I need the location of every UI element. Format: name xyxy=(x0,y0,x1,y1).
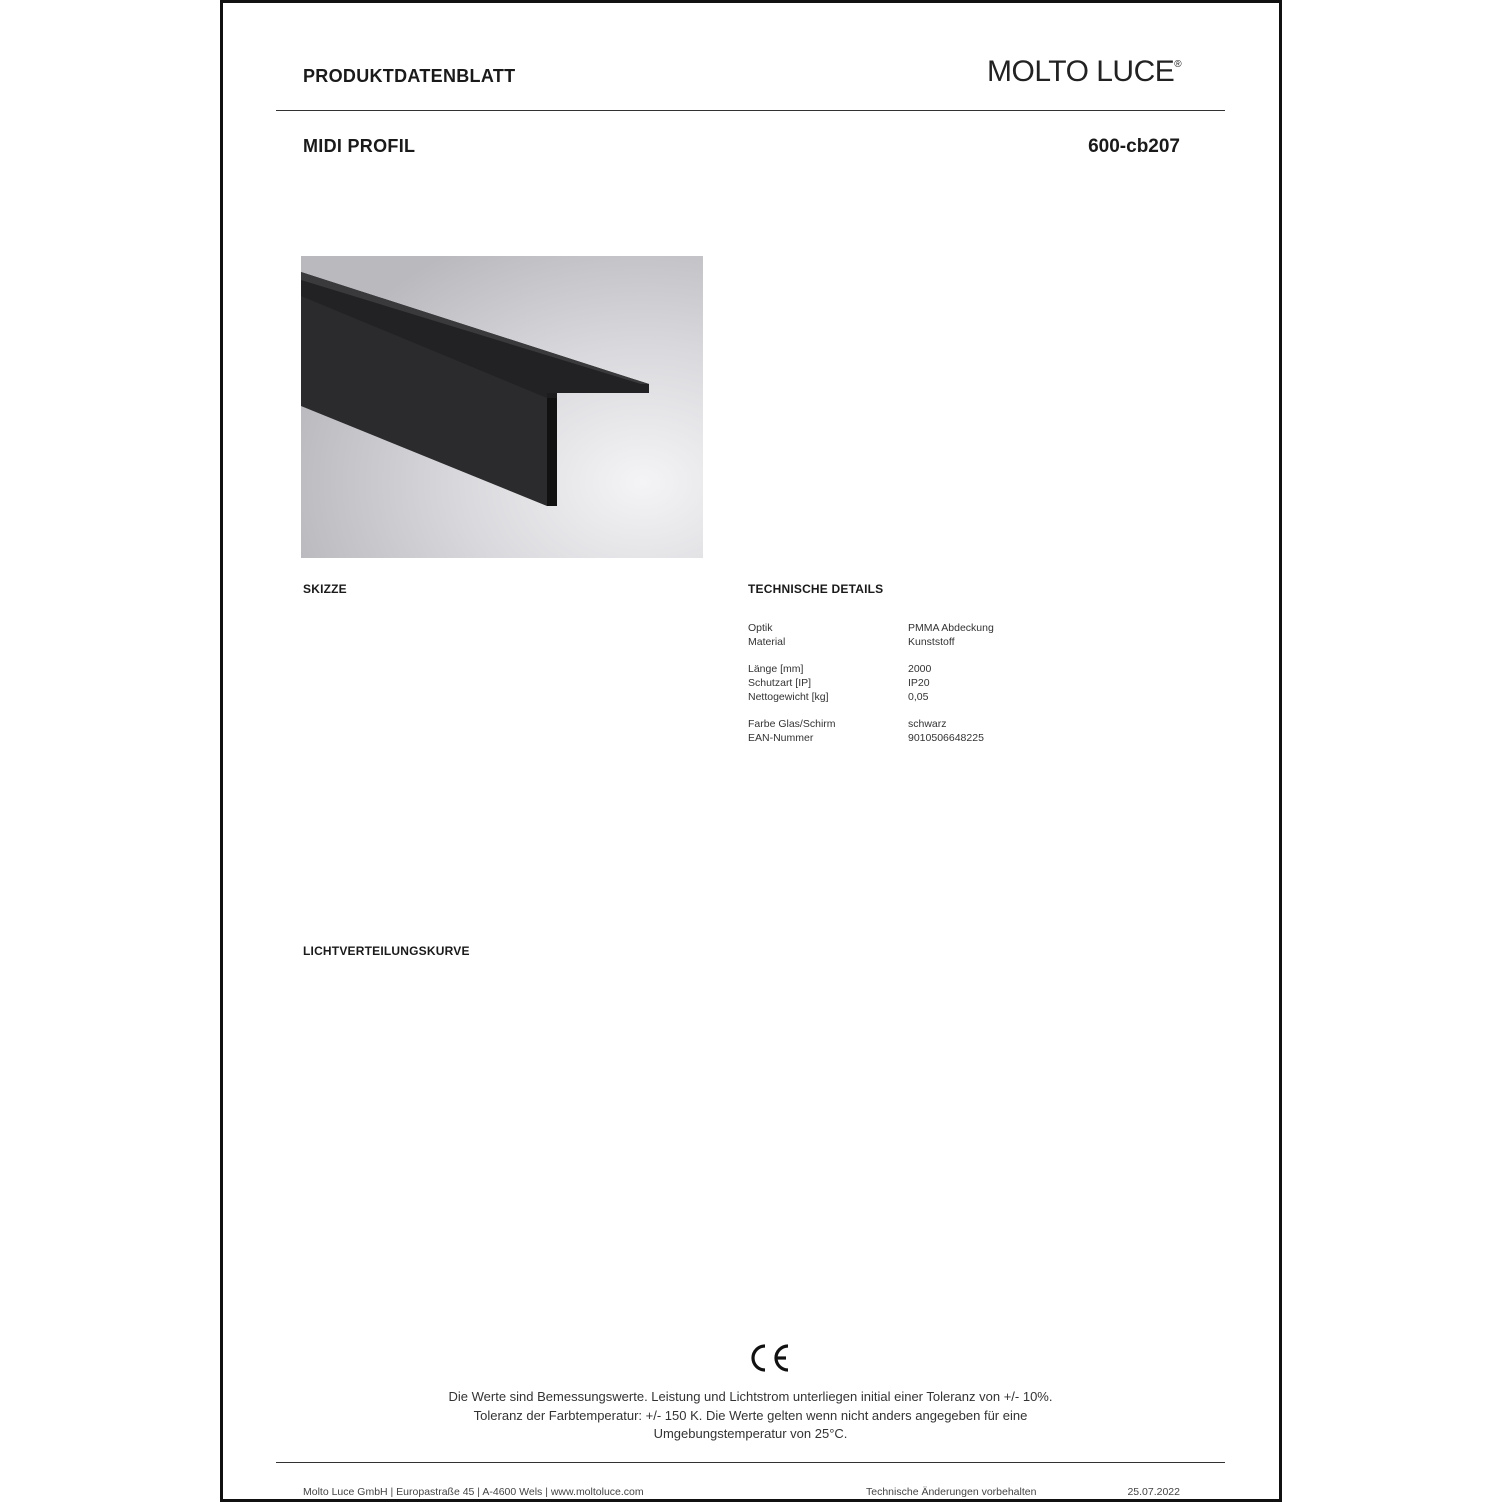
technical-details-heading: TECHNISCHE DETAILS xyxy=(748,582,884,596)
spec-group-dimensions xyxy=(748,662,994,704)
header-divider xyxy=(276,110,1225,111)
tolerance-notice: Die Werte sind Bemessungswerte. Leistung und Lichtstrom unterliegen initial einer Toleranz von +/- 10%. Toleranz der Farbtemperatur: +/- 150 K. Die Werte gelten wenn nicht anders angegeben für eine Umgebungstemperatur von 25°C. xyxy=(448,1389,1053,1441)
spec-row: Material Kunststoff xyxy=(748,636,955,648)
ce-mark-icon xyxy=(748,1343,790,1373)
technical-specs-table xyxy=(748,621,994,758)
brand-logo: MOLTO LUCE® xyxy=(987,55,1182,88)
spec-row: Schutzart [IP] IP20 xyxy=(748,677,930,689)
footer-date: 25.07.2022 xyxy=(1127,1486,1180,1498)
product-code: 600-cb207 xyxy=(1088,136,1180,157)
spec-row: EAN-Nummer 9010506648225 xyxy=(748,732,984,744)
document-title: PRODUKTDATENBLATT xyxy=(303,66,516,86)
datasheet-page xyxy=(220,0,1282,1502)
sketch-heading: SKIZZE xyxy=(303,582,347,596)
product-photo xyxy=(301,256,703,558)
spec-row: Länge [mm] 2000 xyxy=(748,663,932,675)
footer-company-info: Molto Luce GmbH | Europastraße 45 | A-4600 Wels | www.moltoluce.com xyxy=(303,1486,644,1498)
footer-divider xyxy=(276,1462,1225,1463)
spec-group-color xyxy=(748,717,994,745)
product-name: MIDI PROFIL xyxy=(303,136,416,156)
light-distribution-heading: LICHTVERTEILUNGSKURVE xyxy=(303,944,470,958)
spec-row: Farbe Glas/Schirm schwarz xyxy=(748,718,947,730)
spec-row: Optik PMMA Abdeckung xyxy=(748,622,994,634)
footer-disclaimer: Technische Änderungen vorbehalten xyxy=(866,1486,1037,1498)
spec-row: Nettogewicht [kg] 0,05 xyxy=(748,691,929,703)
spec-group-optics xyxy=(748,621,994,649)
